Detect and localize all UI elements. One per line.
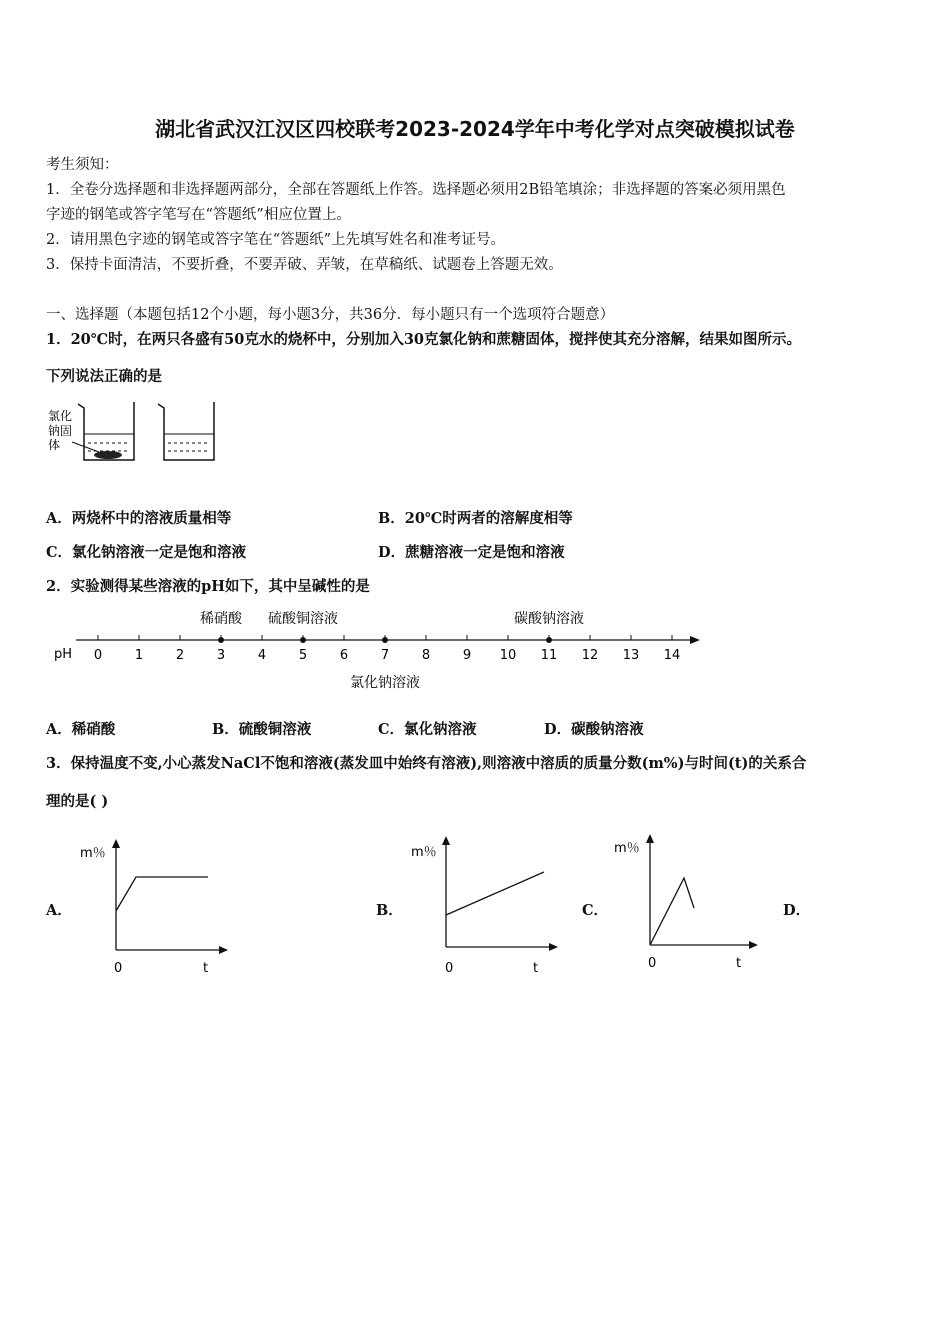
q1-option-a: A．两烧杯中的溶液质量相等 xyxy=(46,510,232,527)
svg-text:m％: m％ xyxy=(80,846,106,861)
beaker-label-3: 体 xyxy=(48,438,61,452)
ph-tick-label: 11 xyxy=(540,648,558,663)
svg-text:t: t xyxy=(533,961,539,976)
q3-option-d: D． xyxy=(783,902,811,919)
q1-stem: 1．20℃时，在两只各盛有50克水的烧杯中，分别加入30克氯化钠和蔗糖固体，搅拌使其充分溶解，结果如图所示。 xyxy=(46,331,801,348)
graph-a-curve xyxy=(116,877,208,911)
q2-option-c: C．氯化钠溶液 xyxy=(378,721,477,738)
ph-tick-label: 2 xyxy=(175,648,185,663)
ph-point-label-p4: 碳酸钠溶液 xyxy=(514,611,584,627)
notice-line-3: 3．保持卡面清洁，不要折叠，不要弄破、弄皱，在草稿纸、试题卷上答题无效。 xyxy=(46,257,563,273)
section-heading: 一、选择题（本题包括12个小题，每小题3分，共36分．每小题只有一个选项符合题意） xyxy=(46,307,615,323)
ph-tick-label: 6 xyxy=(339,648,349,663)
ph-tick-label: 13 xyxy=(622,648,640,663)
notice-heading: 考生须知： xyxy=(46,157,119,173)
q2-option-a: A．稀硝酸 xyxy=(46,721,116,738)
ph-number-line xyxy=(40,600,710,700)
ph-tick-label: 10 xyxy=(499,648,517,663)
ph-point-label-p1: 稀硝酸 xyxy=(200,611,242,627)
q3-stem: 3．保持温度不变,小心蒸发NaCl不饱和溶液(蒸发皿中始终有溶液),则溶液中溶质的质量分数(m%)与时间(t)的关系合 xyxy=(46,755,807,772)
page-title: 湖北省武汉江汉区四校联考2023-2024学年中考化学对点突破模拟试卷 xyxy=(155,117,795,141)
ph-point-p3 xyxy=(382,637,388,643)
q1-stem-2: 下列说法正确的是 xyxy=(46,368,162,385)
ph-tick-label: 9 xyxy=(462,648,472,663)
beaker-label-1: 氯化 xyxy=(48,409,73,423)
graph-c-curve xyxy=(650,878,694,945)
ph-tick-label: 5 xyxy=(298,648,308,663)
graph-b xyxy=(408,832,568,977)
ph-point-p4 xyxy=(546,637,552,643)
ph-point-p1 xyxy=(218,637,224,643)
q1-option-d: D．蔗糖溶液一定是饱和溶液 xyxy=(378,544,565,561)
ph-tick-label: 8 xyxy=(421,648,431,663)
ph-tick-label: 12 xyxy=(581,648,599,663)
q3-option-b: B． xyxy=(376,902,403,919)
svg-text:0: 0 xyxy=(648,956,657,971)
svg-text:0: 0 xyxy=(114,961,123,976)
ph-tick-label: 0 xyxy=(93,648,103,663)
beaker-label-2: 钠固 xyxy=(48,424,73,438)
ph-point-label-p3: 氯化钠溶液 xyxy=(350,675,420,691)
q3-option-a: A． xyxy=(46,902,72,919)
q2-option-b: B．硫酸铜溶液 xyxy=(212,721,312,738)
svg-text:0: 0 xyxy=(445,961,454,976)
ph-point-label-p2: 硫酸铜溶液 xyxy=(268,611,338,627)
solid-sediment xyxy=(94,451,122,459)
svg-text:t: t xyxy=(736,956,742,971)
beakers-figure xyxy=(44,398,224,470)
q1-option-c: C．氯化钠溶液一定是饱和溶液 xyxy=(46,544,247,561)
notice-line-1: 1．全卷分选择题和非选择题两部分，全部在答题纸上作答。选择题必须用2B铅笔填涂；非选择题的答案必须用黑色 xyxy=(46,182,786,198)
ph-tick-label: 14 xyxy=(663,648,681,663)
q2-stem: 2．实验测得某些溶液的pH如下，其中呈碱性的是 xyxy=(46,578,370,595)
q3-option-c: C． xyxy=(582,902,609,919)
q3-stem-2: 理的是( ) xyxy=(46,793,109,810)
ph-axis-label: pH xyxy=(54,647,73,662)
ph-point-p2 xyxy=(300,637,306,643)
ph-tick-label: 4 xyxy=(257,648,267,663)
ph-axis-arrow xyxy=(690,636,700,644)
ph-tick-label: 3 xyxy=(216,648,226,663)
q2-option-d: D．碳酸钠溶液 xyxy=(544,721,644,738)
notice-line-1b: 字迹的钢笔或答字笔写在“答题纸”相应位置上。 xyxy=(46,207,351,223)
ph-tick-label: 7 xyxy=(380,648,390,663)
notice-line-2: 2．请用黑色字迹的钢笔或答字笔在“答题纸”上先填写姓名和准考证号。 xyxy=(46,232,506,248)
svg-text:m％: m％ xyxy=(614,841,640,856)
ph-tick-label: 1 xyxy=(134,648,144,663)
svg-text:m％: m％ xyxy=(411,845,437,860)
graph-a xyxy=(76,835,236,980)
graph-b-curve xyxy=(446,872,544,915)
graph-c xyxy=(612,828,772,973)
q1-option-b: B．20℃时两者的溶解度相等 xyxy=(378,510,573,527)
svg-text:t: t xyxy=(203,961,209,976)
